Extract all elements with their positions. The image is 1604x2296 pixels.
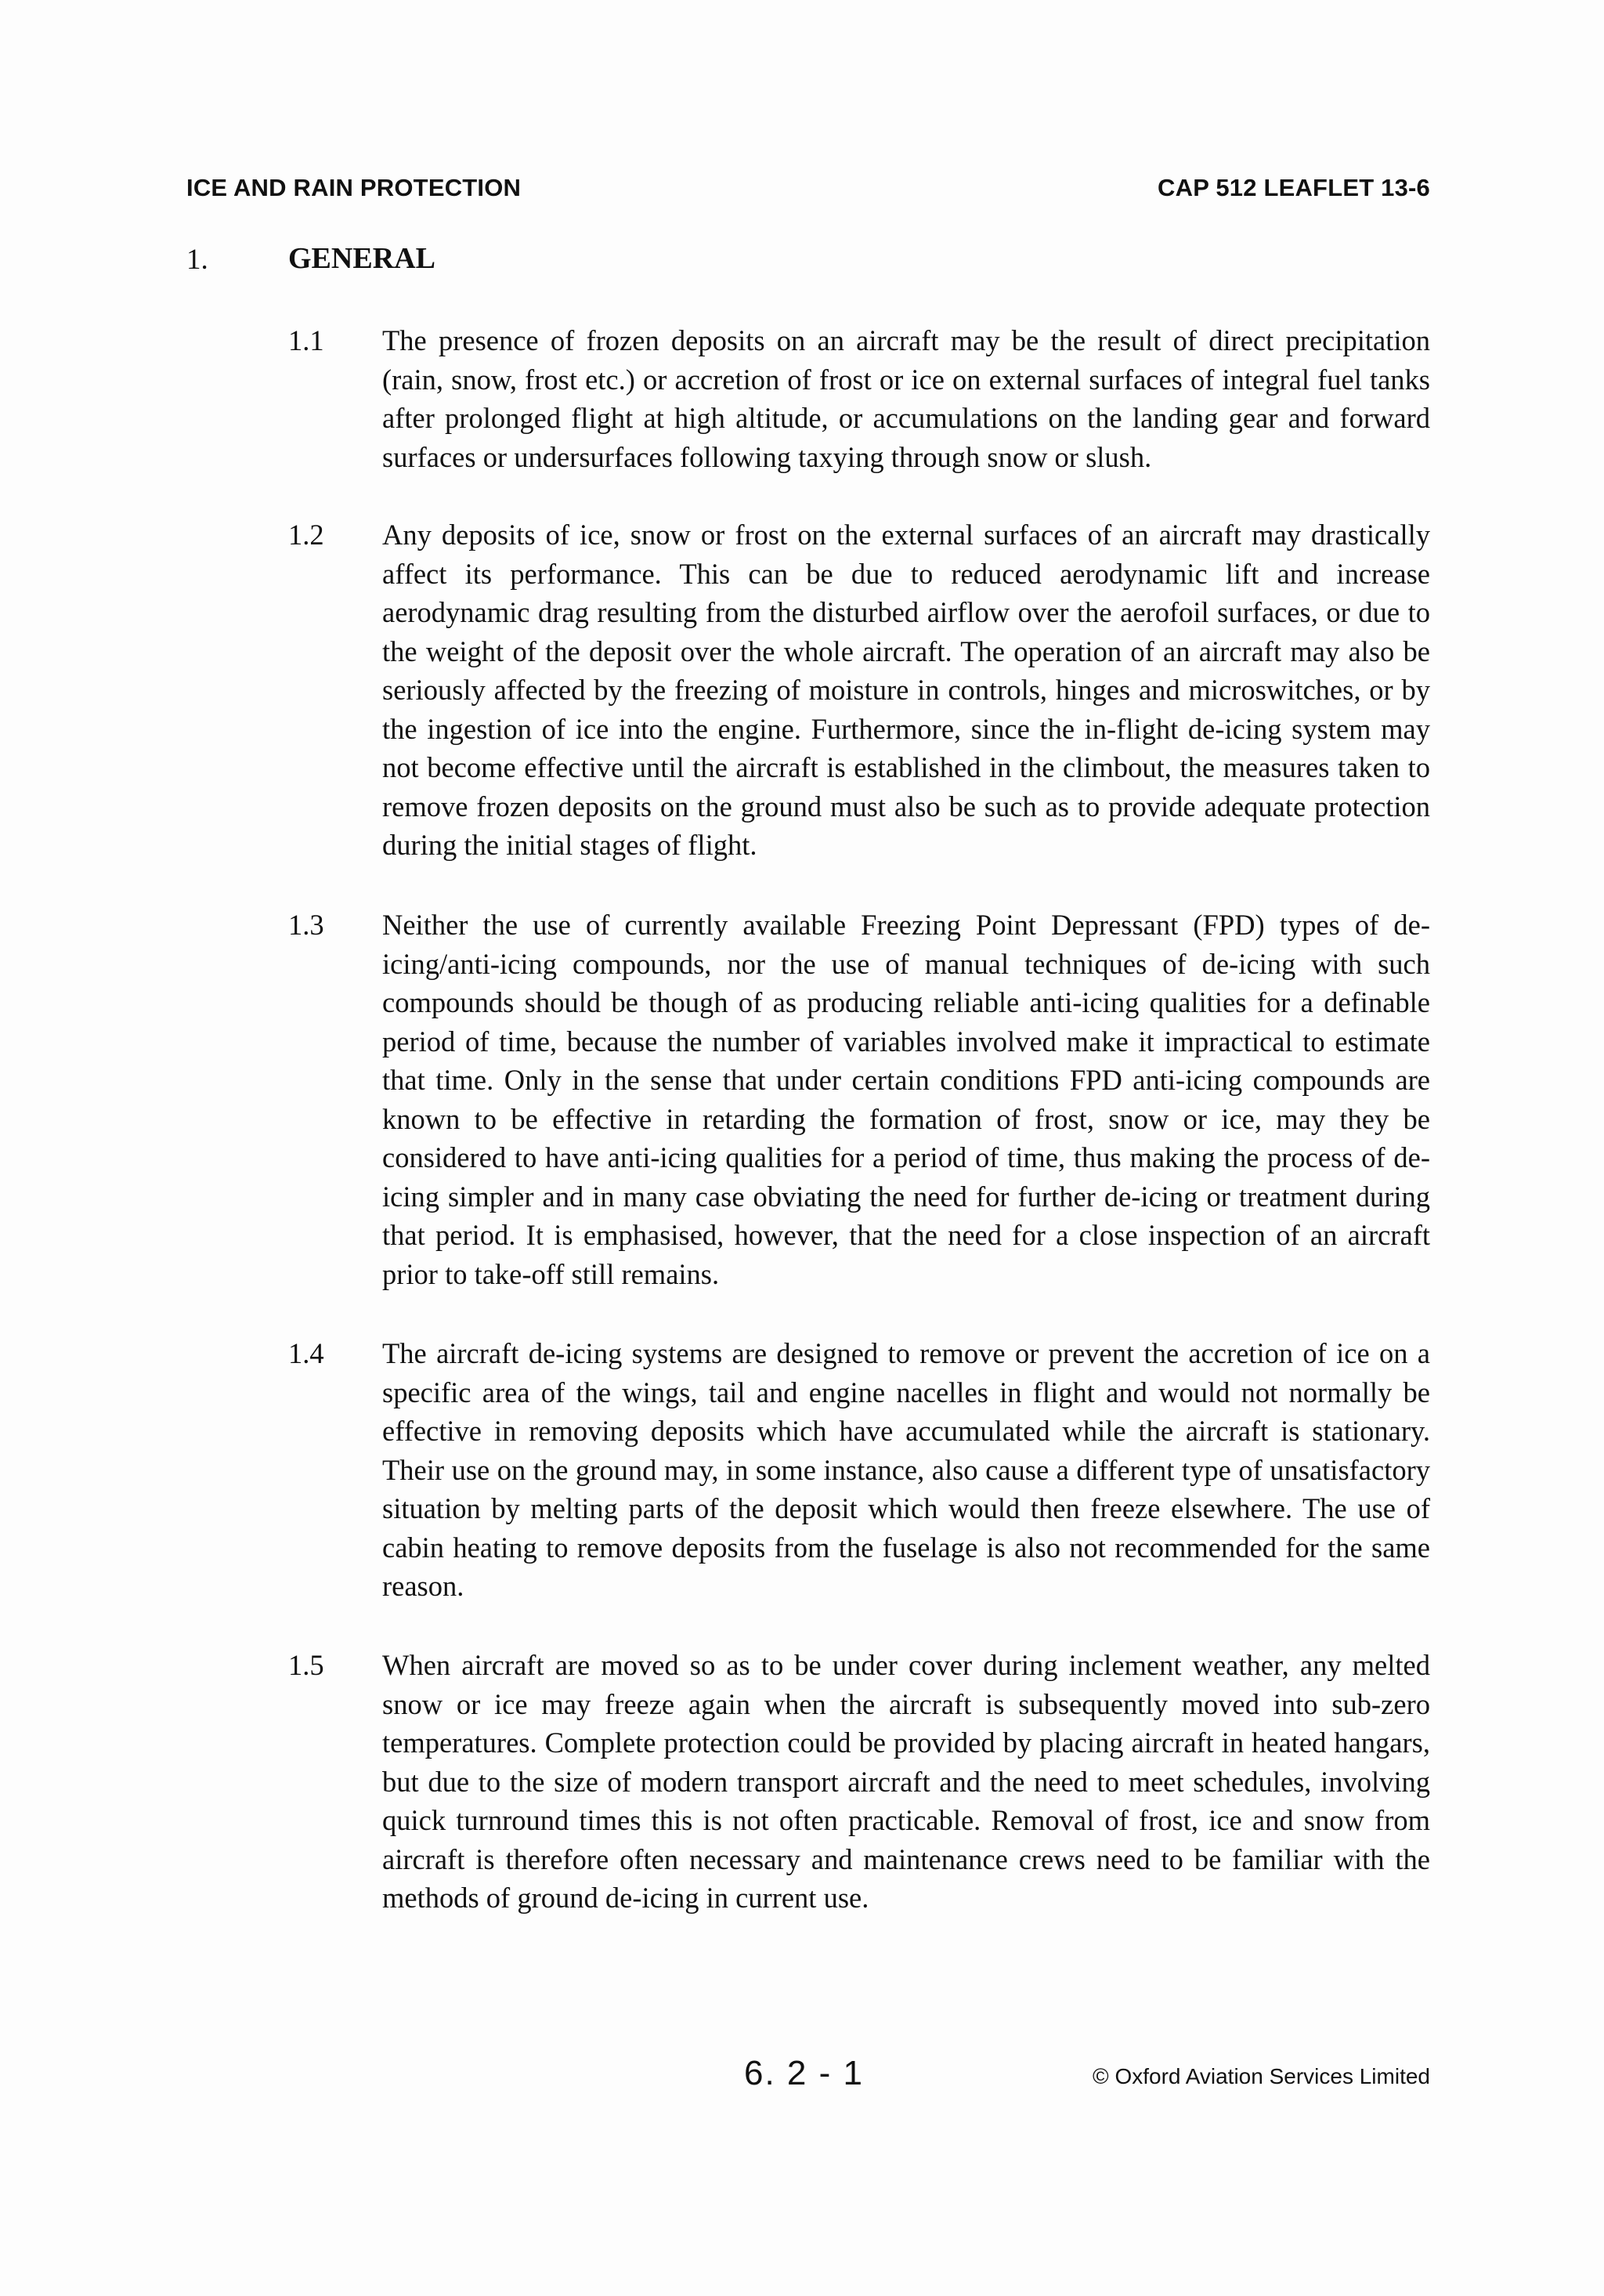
header-reference: CAP 512 LEAFLET 13-6 [1158,174,1430,201]
copyright-notice: © Oxford Aviation Services Limited [1093,2064,1430,2088]
paragraph-text: Any deposits of ice, snow or frost on the external surfaces of an aircraft may drastically affect its performance. This can be due to reduced aerodynamic lift and increase aerodynamic drag resulting from the disturbed airflow over the aerofoil surfaces, or due to the weight of the deposit over the whole aircraft. The operation of an aircraft may also be seriously affected by the freezing of moisture in controls, hinges and microswitches, or by the ingestion of ice into the engine. Furthermore, since the in-flight de-icing system may not become effective until the aircraft is established in the climbout, the measures taken to remove frozen deposits on the ground must also be such as to provide adequate protection during the initial stages of flight. [382,519,1430,861]
paragraph-text: When aircraft are moved so as to be under cover during inclement weather, any melted snow or ice may freeze again when the aircraft is subsequently moved into sub-zero temperatures. Complete protection could be provided by placing aircraft in heated hangars, but due to the size of modern transport aircraft and the need to meet schedules, involving quick turnround times this is not often practicable. Removal of frost, ice and snow from aircraft is therefore often necessary and maintenance crews need to be familiar with the methods of ground de-icing in current use. [382,1649,1430,1914]
paragraph-number: 1.4 [288,1337,324,1369]
paragraph-text: Neither the use of currently available Freezing Point Depressant (FPD) types of de-icing/anti-icing compounds, nor the use of manual techniques of de-icing with such compounds should be though of as producing reliable anti-icing qualities for a definable period of time, because the number of variables involved make it impractical to estimate that time. Only in the sense that under certain conditions FPD anti-icing compounds are known to be effective in retarding the formation of frost, snow or ice, may they be considered to have anti-icing qualities for a period of time, thus making the process of de-icing simpler and in many case obviating the need for further de-icing or treatment during that period. It is emphasised, however, that the need for a close inspection of an aircraft prior to take-off still remains. [382,909,1430,1290]
page-number: 6. 2 - 1 [744,2054,864,2092]
paragraph-number: 1.1 [288,324,324,356]
header-title: ICE AND RAIN PROTECTION [186,174,522,201]
section-number: 1. [186,244,208,276]
section-title: GENERAL [288,242,435,275]
paragraph-text: The aircraft de-icing systems are designed to remove or prevent the accretion of ice on a specific area of the wings, tail and engine nacelles in flight and would not normally be effective in removing deposits which have accumulated while the aircraft is stationary. Their use on the ground may, in some instance, also cause a different type of unsatisfactory situation by melting parts of the deposit which would then freeze elsewhere. The use of cabin heating to remove deposits from the fuselage is also not recommended for the same reason. [382,1337,1430,1602]
paragraph-text: The presence of frozen deposits on an aircraft may be the result of direct precipitation (rain, snow, frost etc.) or accretion of frost or ice on external surfaces of integral fuel tanks after prolonged flight at high altitude, or accumulations on the landing gear and forward surfaces or undersurfaces following taxying through snow or slush. [382,324,1430,473]
paragraph-number: 1.3 [288,909,324,941]
paragraph-number: 1.5 [288,1649,324,1681]
paragraph-number: 1.2 [288,519,324,551]
